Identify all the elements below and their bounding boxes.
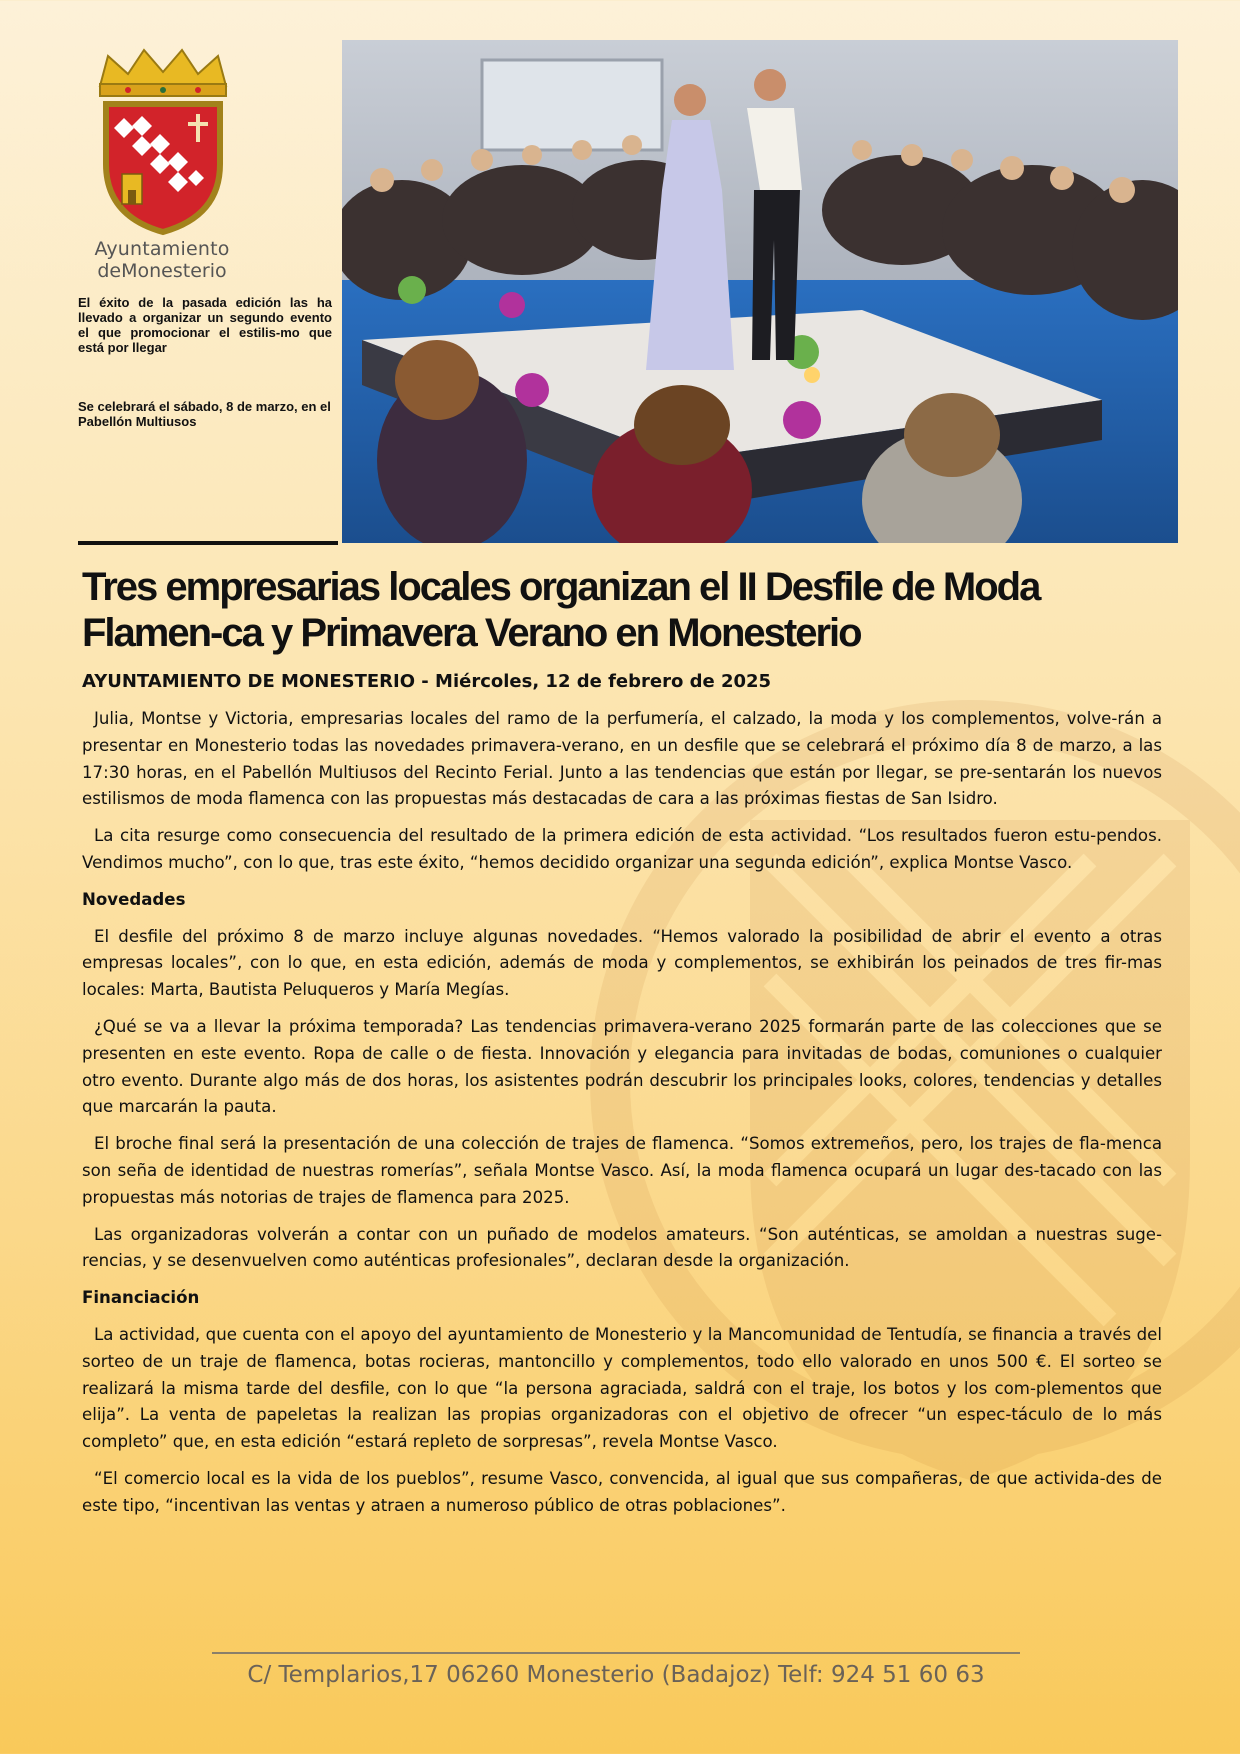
paragraph: El broche final será la presentación de una colección de trajes de flamenca. “Somos extremeños, pero, los trajes de fla-menca son seña de identidad de nuestras romerías”, señala Montse Vasco. Así, la moda flamenca ocupará un lugar des-tacado con las propuestas más notorias de trajes de flamenca para 2025.	[82, 1134, 1162, 1207]
paragraph: El desfile del próximo 8 de marzo incluye algunas novedades. “Hemos valorado la posibilidad de abrir el evento a otras empresas locales”, con lo que, en esta edición, además de moda y complementos, se exhibirán los peinados de tres fir-mas locales: Marta, Bautista Peluqueros y María Megías.	[82, 926, 1162, 1000]
sidebar-note-2: Se celebrará el sábado, 8 de marzo, en el Pabellón Multiusos	[78, 399, 331, 429]
fashion-show-photo	[342, 40, 1178, 543]
paragraph: La cita resurge como consecuencia del resultado de la primera edición de esta actividad. “Los resultados fueron estu-pendos. Vendimos mucho”, con lo que, tras este éxito, “hemos decidido organizar una segunda edición”, explica Montse Vasco.	[82, 826, 1162, 872]
article-headline: Tres empresarias locales organizan el II Desfile de Moda Flamen-ca y Primavera Verano en Monesterio	[82, 565, 1040, 655]
sidebar-divider	[78, 541, 338, 545]
paragraph: “El comercio local es la vida de los pueblos”, resume Vasco, convencida, al igual que sus compañeras, de que activida-des de este tipo, “incentivan las ventas y atraen a numeroso público de otras poblaciones”.	[82, 1468, 1162, 1515]
runway-photo-icon	[342, 40, 1178, 543]
sidebar-note-1: El éxito de la pasada edición las ha llevado a organizar un segundo evento el que promocionar el estilis-mo que está por llegar	[78, 295, 332, 355]
municipality-name-line2: deMonesterio	[97, 260, 227, 282]
footer-divider	[212, 1652, 1020, 1654]
municipality-name-line1: Ayuntamiento	[94, 238, 230, 260]
section-heading-novedades: Novedades	[82, 889, 186, 909]
paragraph: La actividad, que cuenta con el apoyo del ayuntamiento de Monesterio y la Mancomunidad de Tentudía, se financia a través del sorteo de un traje de flamenca, botas rocieras, mantoncillo y complementos, todo ello valorado en unos 500 €. El sorteo se realizará la misma tarde del desfile, con lo que “la persona agraciada, saldrá con el traje, los botos y los com-plementos que elija”. La venta de papeletas la realizan las propias organizadoras con el objetivo de ofrecer “un espec-táculo de lo más completo” que, en esta edición “estará repleto de sorpresas”, revela Montse Vasco.	[82, 1324, 1162, 1452]
footer-address: C/ Templarios,17 06260 Monesterio (Badajoz) Telf: 924 51 60 63	[247, 1662, 985, 1688]
article-byline: AYUNTAMIENTO DE MONESTERIO - Miércoles, 12 de febrero de 2025	[82, 671, 772, 692]
coat-of-arms-logo-icon	[88, 46, 238, 236]
paragraph: ¿Qué se va a llevar la próxima temporada? Las tendencias primavera-verano 2025 formarán parte de las colecciones que se presenten en este evento. Ropa de calle o de fiesta. Innovación y elegancia para invitadas de bodas, comuniones o cualquier otro evento. Durante algo más de dos horas, los asistentes podrán descubrir los principales looks, colores, tendencias y detalles que marcarán la pauta.	[82, 1016, 1162, 1117]
article-body	[82, 706, 1162, 1530]
section-heading-financiacion: Financiación	[82, 1288, 200, 1308]
paragraph: Julia, Montse y Victoria, empresarias locales del ramo de la perfumería, el calzado, la moda y los complementos, volve-rán a presentar en Monesterio todas las novedades primavera-verano, en un desfile que se celebrará el próximo día 8 de marzo, a las 17:30 horas, en el Pabellón Multiusos del Recinto Ferial. Junto a las tendencias que están por llegar, se pre-sentarán los nuevos estilismos de moda flamenca con las propuestas más destacadas de cara a las próximas fiestas de San Isidro.	[82, 709, 1162, 809]
paragraph: Las organizadoras volverán a contar con un puñado de modelos amateurs. “Son auténticas, se amoldan a nuestras suge-rencias, y se desenvuelven como auténticas profesionales”, declaran desde la organización.	[82, 1224, 1162, 1271]
